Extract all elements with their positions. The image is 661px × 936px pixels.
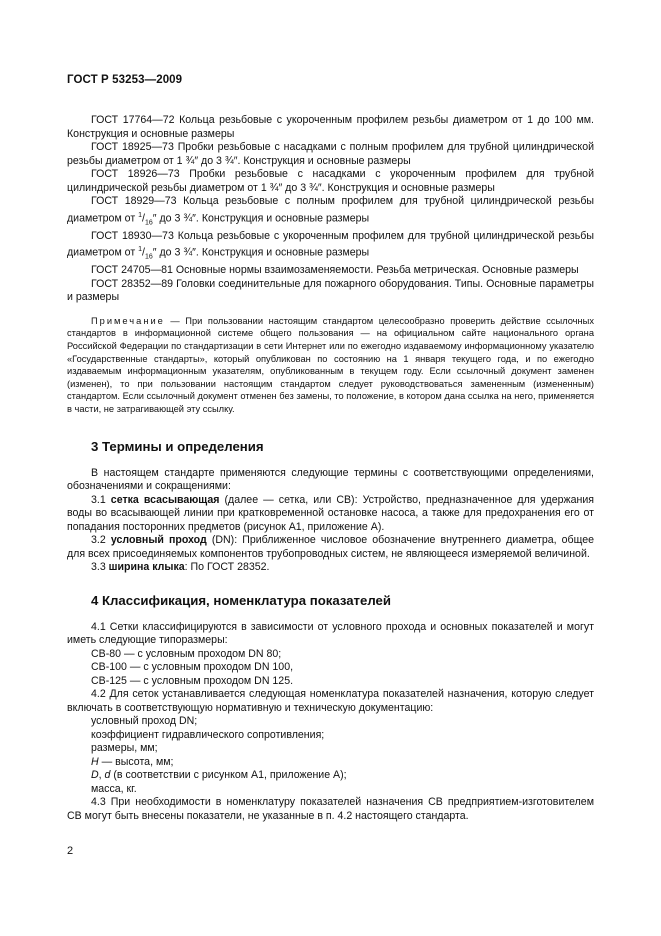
section-3-intro: В настоящем стандарте применяются следующие термины с соответствующими определениями, обозначениями и сокращениями: xyxy=(67,466,594,493)
type-size-item: СВ-80 — с условным проходом DN 80; xyxy=(91,647,282,660)
term-definition xyxy=(67,534,594,561)
fraction-numerator: 1 xyxy=(138,246,143,254)
term-name: сетка всасывающая xyxy=(110,493,220,506)
indicator-text: — высота, мм; xyxy=(98,755,174,768)
clause-4-2: 4.2 Для сеток устанавливается следующая номенклатура показателей назначения, которую следует включать в соответствующую нормативную и техническую документацию: xyxy=(67,688,594,714)
term-name: ширина клыка xyxy=(108,561,185,574)
term-name: условный проход xyxy=(110,534,207,547)
reference-item: ГОСТ 28352—89 Головки соединительные для пожарного оборудования. Типы. Основные параметры и размеры xyxy=(67,277,594,304)
reference-text: ГОСТ 18930—73 Кольца резьбовые с укороченным профилем для трубной цилиндрической резьбы диаметром от xyxy=(67,229,594,259)
indicator-item xyxy=(91,769,594,783)
reference-item: ГОСТ 18930—73 Кольца резьбовые с укороченным профилем для трубной цилиндрической резьбы диаметром от $^1/_{16}''$ до 3 ¾″. Конструкция и основные размеры xyxy=(67,229,594,261)
indicator-item: коэффициент гидравлического сопротивления; xyxy=(91,728,325,741)
type-size-item: СВ-100 — с условным проходом DN 100, xyxy=(91,661,294,674)
reference-text: ″ до 3 ¾″. Конструкция и основные размеры xyxy=(152,246,370,259)
section-4-title: 4 Классификация, номенклатура показателей xyxy=(91,592,391,608)
indicator-item xyxy=(91,756,594,770)
reference-item: ГОСТ 18925—73 Пробки резьбовые с насадками с полным профилем для трубной цилиндрической резьбы диаметром от 1 ¾″ до 3 ¾″. Конструкция и основные размеры xyxy=(67,141,594,167)
section-3-title: 3 Термины и определения xyxy=(91,438,264,454)
note-text: — При пользовании настоящим стандартом целесообразно проверить действие ссылочных стандартов в информационной системе общего пользования — на официальном сайте национального органа Российской Федерации по стандартизации в сети Интернет или по ежегодно издаваемому информационному указателю «Государственные стандарты», который опубликован по состоянию на 1 января текущего года, и по ежегодно издаваемым информационным указателям, опубликованным в текущем году. Если ссылочный документ заменен (изменен), то при пользовании настоящим стандартом следует руководствоваться замененным (измененным) стандартом. Если ссылочный документ отменен без замены, то положение, в котором дана ссылка на него, применяется в части, не затрагивающей эту ссылку. xyxy=(67,315,594,414)
term-number: 3.1 xyxy=(91,493,111,506)
fraction-denominator: 16 xyxy=(145,219,153,227)
clause-4-3: 4.3 При необходимости в номенклатуру показателей назначения СВ предприятием-изготовителем СВ могут быть внесены показатели, не указанные в п. 4.2 настоящего стандарта. xyxy=(67,796,594,822)
symbol: H xyxy=(91,755,99,768)
page-number: 2 xyxy=(67,845,74,857)
term-text: (далее — сетка, или СВ): Устройство, предназначенное для удержания воды во всасывающей линии при кратковременной остановке насоса, а также для предохранения его от попадания посторонних предметов (рисунок А1, приложение А). xyxy=(67,493,594,533)
clause-4-1: 4.1 Сетки классифицируются в зависимости от условного прохода и основных показателей и могут иметь следующие типоразмеры: xyxy=(67,620,594,647)
reference-item: ГОСТ 18926—73 Пробки резьбовые с насадками с укороченным профилем для трубной цилиндрической резьбы диаметром от 1 ¾″ до 3 ¾″. Конструкция и основные размеры xyxy=(67,168,594,194)
fraction-numerator: 1 xyxy=(138,211,143,219)
document-page xyxy=(67,74,594,823)
term-number: 3.2 xyxy=(91,534,111,547)
reference-item: ГОСТ 24705—81 Основные нормы взаимозаменяемости. Резьба метрическая. Основные размеры xyxy=(91,264,579,277)
separator: , xyxy=(98,769,105,782)
reference-item: ГОСТ 18929—73 Кольца резьбовые с полным профилем для трубной цилиндрической резьбы диаметром от $^1/_{16}''$ до 3 ¾″. Конструкция и основные размеры xyxy=(67,195,594,227)
note-paragraph xyxy=(67,315,594,416)
symbol: d xyxy=(104,769,111,782)
indicator-item: условный проход DN; xyxy=(91,715,198,728)
reference-text: ″ до 3 ¾″. Конструкция и основные размеры xyxy=(152,212,370,225)
reference-item: ГОСТ 17764—72 Кольца резьбовые с укороченным профилем резьбы диаметром от 1 до 100 мм. Конструкция и основные размеры xyxy=(67,114,594,140)
indicator-text: (в соответствии с рисунком А1, приложение А); xyxy=(110,769,347,782)
reference-text: ГОСТ 18929—73 Кольца резьбовые с полным профилем для трубной цилиндрической резьбы диаметром от xyxy=(67,195,594,225)
term-number: 3.3 xyxy=(91,561,109,574)
term-definition xyxy=(67,494,594,535)
type-size-item: СВ-125 — с условным проходом DN 125. xyxy=(91,674,294,687)
term-definition xyxy=(67,561,594,575)
term-text: : По ГОСТ 28352. xyxy=(184,561,270,574)
note-label: Примечание xyxy=(91,315,165,326)
fraction-denominator: 16 xyxy=(145,253,153,261)
term-text: (DN): Приближенное числовое обозначение внутреннего диаметра, общее для всех присоединяемых компонентов трубопроводных систем, не являющееся измеряемой величиной. xyxy=(67,534,594,560)
document-header: ГОСТ Р 53253—2009 xyxy=(67,74,183,86)
symbol: D xyxy=(91,769,99,782)
indicator-item: размеры, мм; xyxy=(91,742,158,755)
indicator-item: масса, кг. xyxy=(91,782,137,795)
